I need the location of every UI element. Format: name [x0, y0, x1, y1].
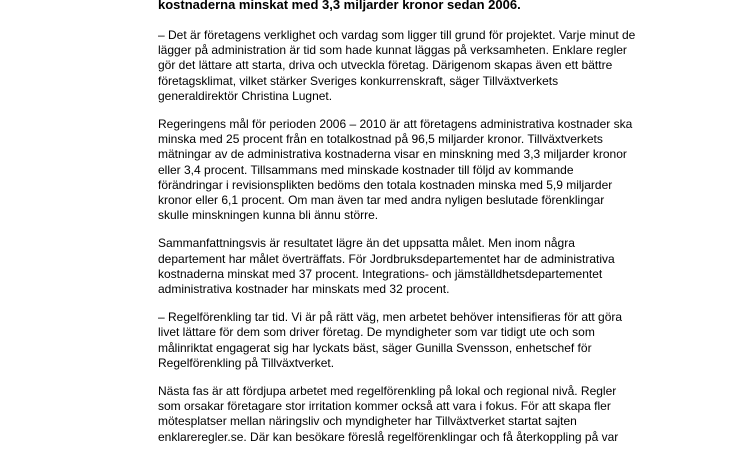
text-line: Sammanfattningsvis är resultatet lägre än det uppsatta målet. Men inom några	[158, 236, 575, 251]
paragraph-summary	[158, 236, 628, 297]
article-heading: kostnaderna minskat med 3,3 miljarder kronor sedan 2006.	[158, 0, 521, 12]
paragraph-quote-lugnet	[158, 28, 636, 104]
article-body	[158, 0, 636, 458]
text-line: eller 3,4 procent. Tillsammans med minskade kostnader till följd av kommande	[158, 162, 574, 177]
paragraph-government-goal	[158, 117, 633, 223]
paragraph-next-phase	[158, 384, 628, 445]
text-line: mätningar av de administrativa kostnaderna visar en minskning med 3,3 miljarder kronor	[158, 147, 627, 162]
text-line: minska med 25 procent från en totalkostnad på 96,5 miljarder kronor. Tillväxtverkets	[158, 132, 603, 147]
text-line: – Regelförenkling tar tid. Vi är på rätt väg, men arbetet behöver intensifieras för att göra	[158, 310, 623, 325]
text-line: kostnaderna minskat med 37 procent. Integrations- och jämställdhetsdepartementet	[158, 266, 603, 281]
text-line: skulle minskningen kunna bli ännu större.	[158, 208, 379, 223]
text-line: gör det lättare att starta, driva och utveckla företag. Därigenom skapas även ett bättre	[158, 58, 613, 73]
text-line: lägger på administration är tid som hade kunnat läggas på verksamheten. Enklare regler	[158, 43, 627, 58]
text-line: generaldirektör Christina Lugnet.	[158, 88, 333, 103]
text-line: företagsklimat, vilket stärker Sveriges konkurrenskraft, säger Tillväxtverkets	[158, 73, 559, 88]
text-line: Nästa fas är att fördjupa arbetet med regelförenkling på lokal och regional nivå. Regler	[158, 384, 617, 399]
text-line: förändringar i revisionsplikten bedöms den totala kostnaden minska med 5,9 miljarder	[158, 177, 613, 192]
text-line: målinriktat engagerat sig har lyckats bäst, säger Gunilla Svensson, enhetschef för	[158, 340, 592, 355]
text-line: som orsakar företagare stor irritation kommer också att vara i fokus. För att skapa fler	[158, 399, 611, 414]
text-line: departement har målet överträffats. För Jordbruksdepartementet har de administrativa	[158, 251, 615, 266]
text-line: Regeringens mål för perioden 2006 – 2010 är att företagens administrativa kostnader ska	[158, 117, 633, 132]
text-line: enklareregler.se. Där kan besökare föreslå regelförenklingar och få återkoppling på var	[158, 429, 619, 444]
text-line: administrativa kostnader har minskats med 32 procent.	[158, 282, 450, 297]
text-line: livet lättare för dem som driver företag. De myndigheter som var tidigt ute och som	[158, 325, 595, 340]
text-line: Regelförenkling på Tillväxtverket.	[158, 355, 335, 370]
text-line: – Det är företagens verklighet och vardag som ligger till grund för projektet. Varje minut de	[158, 28, 636, 42]
text-line: mötesplatser mellan näringsliv och myndigheter har Tillväxtverket startat sajten	[158, 414, 577, 429]
paragraph-quote-svensson	[158, 310, 628, 371]
text-line: kronor eller 6,1 procent. Om man även tar med andra nyligen beslutade förenklingar	[158, 193, 605, 208]
